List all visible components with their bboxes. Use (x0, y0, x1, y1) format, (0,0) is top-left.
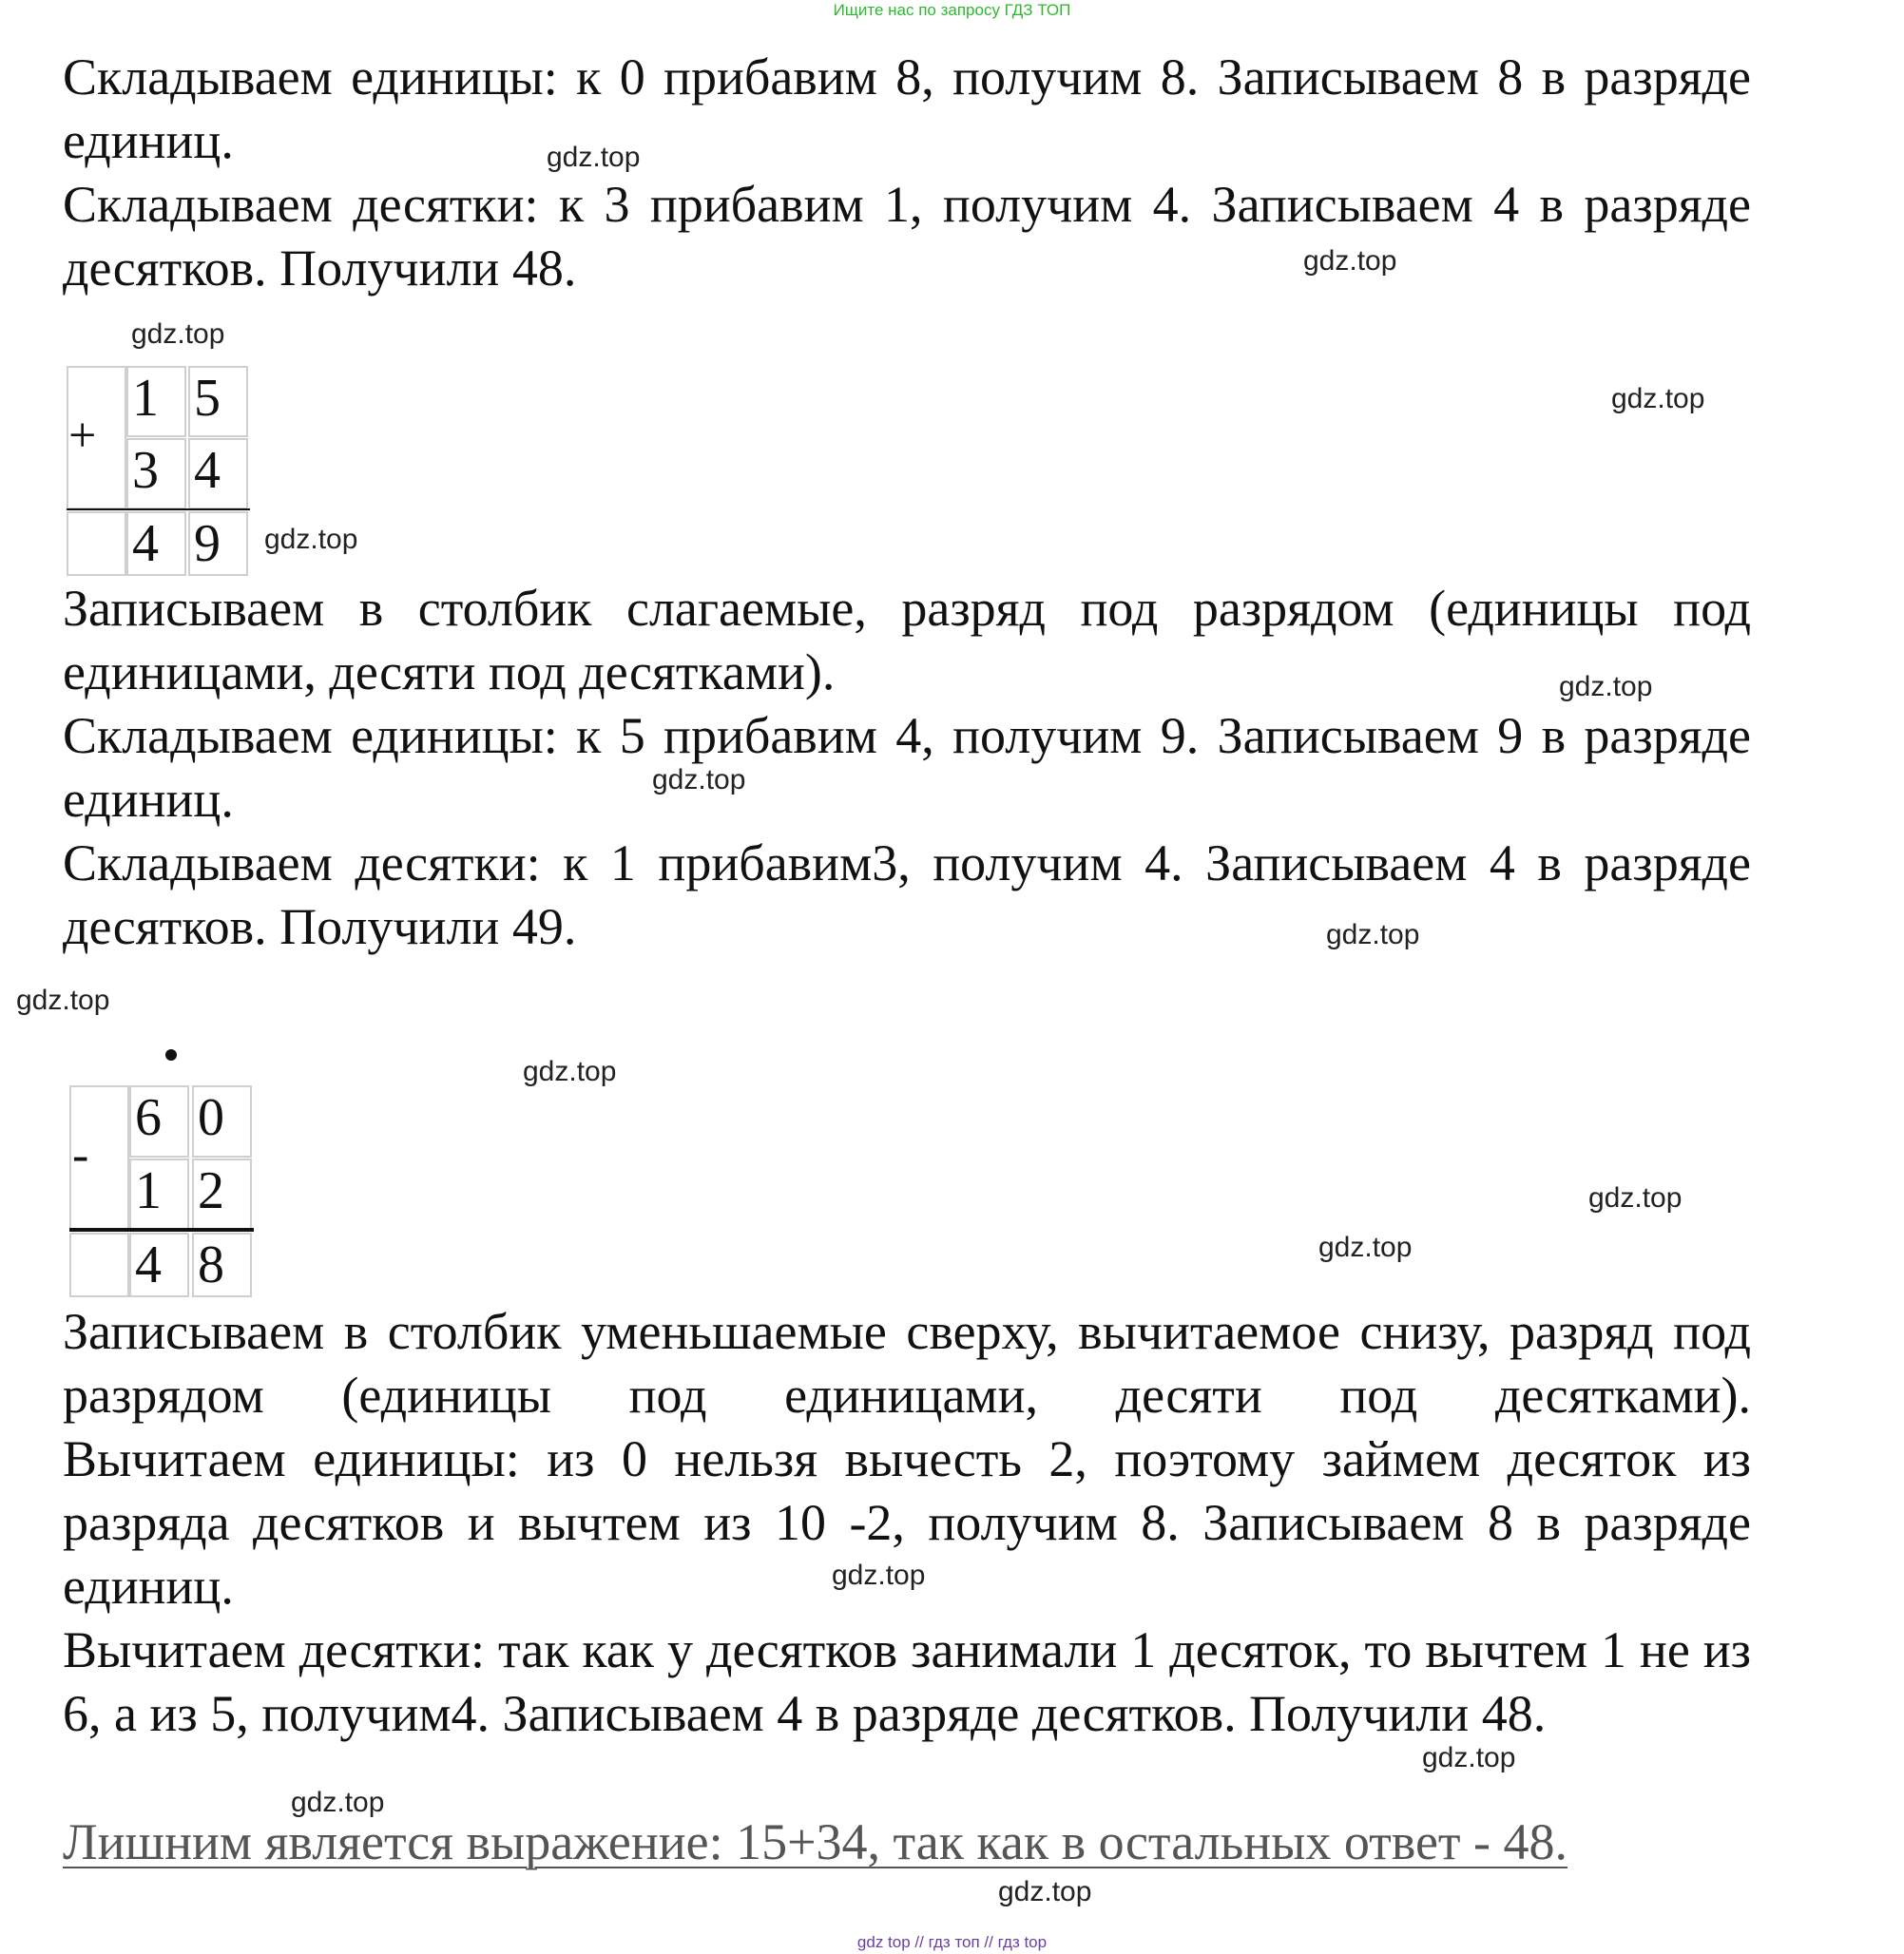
paragraph-add-tens-1: Складываем десятки: к 3 прибавим 1, получим 4. Записываем 4 в разряде десятков. Получили 48. (63, 176, 1751, 297)
paragraph-subtract-tens: Вычитаем десятки: так как у десятков занимали 1 десяток, то вычтем 1 не из 6, а из 5, получим4. Записываем 4 в разряде десятков. Получили 48. (63, 1621, 1751, 1742)
paragraph-add-units-2: Складываем единицы: к 5 прибавим 4, получим 9. Записываем 9 в разряде единиц. (63, 707, 1751, 828)
addition-result-digit: 9 (188, 511, 248, 576)
footer-links[interactable]: gdz top // гдз топ // гдз top (856, 1933, 1048, 1951)
watermark: gdz.top (1326, 919, 1420, 950)
minus-sign: - (72, 1128, 89, 1182)
subtraction-difference-line (69, 1228, 254, 1232)
addition-sum-line (67, 508, 250, 510)
watermark: gdz.top (131, 318, 225, 350)
watermark: gdz.top (1318, 1232, 1413, 1263)
paragraph-write-column-2: Записываем в столбик уменьшаемые сверху, вычитаемое снизу, разряд под разрядом (единицы под единицами, десяти под десятками). (63, 1303, 1751, 1424)
watermark: gdz.top (1303, 245, 1397, 277)
addition-digit: 5 (188, 366, 248, 437)
watermark: gdz.top (547, 142, 641, 173)
conclusion: Лишним является выражение: 15+34, так как в остальных ответ - 48. (63, 1813, 1568, 1870)
addition-result-digit: 4 (126, 511, 186, 576)
top-banner[interactable]: Ищите нас по запросу ГДЗ ТОП (833, 1, 1071, 19)
watermark: gdz.top (1422, 1742, 1516, 1773)
paragraph-add-units-1: Складываем единицы: к 0 прибавим 8, получим 8. Записываем 8 в разряде единиц. (63, 48, 1751, 169)
subtraction-result-empty-cell (69, 1233, 129, 1297)
watermark: gdz.top (832, 1560, 926, 1591)
watermark: gdz.top (1588, 1182, 1683, 1214)
watermark: gdz.top (1559, 671, 1653, 702)
plus-sign: + (68, 409, 97, 463)
subtraction-digit: 0 (192, 1085, 252, 1158)
subtraction-digit: 6 (129, 1085, 189, 1158)
watermark: gdz.top (998, 1876, 1092, 1907)
watermark: gdz.top (1611, 383, 1705, 414)
borrow-dot (165, 1049, 177, 1061)
paragraph-subtract-units: Вычитаем единицы: из 0 нельзя вычесть 2, поэтому займем десяток из разряда десятков и вычтем из 10 -2, получим 8. Записываем 8 в разряде единиц. (63, 1430, 1751, 1615)
addition-digit: 1 (126, 366, 186, 437)
watermark: gdz.top (291, 1787, 385, 1818)
subtraction-result-digit: 4 (129, 1233, 189, 1297)
watermark: gdz.top (652, 764, 746, 795)
paragraph-write-column-1: Записываем в столбик слагаемые, разряд под разрядом (единицы под единицами, десяти под десятками). (63, 580, 1751, 700)
subtraction-result-digit: 8 (192, 1233, 252, 1297)
subtraction-digit: 1 (129, 1159, 189, 1231)
watermark: gdz.top (16, 985, 110, 1016)
subtraction-digit: 2 (192, 1159, 252, 1231)
addition-digit: 3 (126, 438, 186, 509)
addition-digit: 4 (188, 438, 248, 509)
addition-result-empty-cell (67, 511, 126, 576)
paragraph-add-tens-2: Складываем десятки: к 1 прибавим3, получим 4. Записываем 4 в разряде десятков. Получили 49. (63, 834, 1751, 955)
watermark: gdz.top (264, 524, 358, 555)
watermark: gdz.top (523, 1056, 617, 1087)
